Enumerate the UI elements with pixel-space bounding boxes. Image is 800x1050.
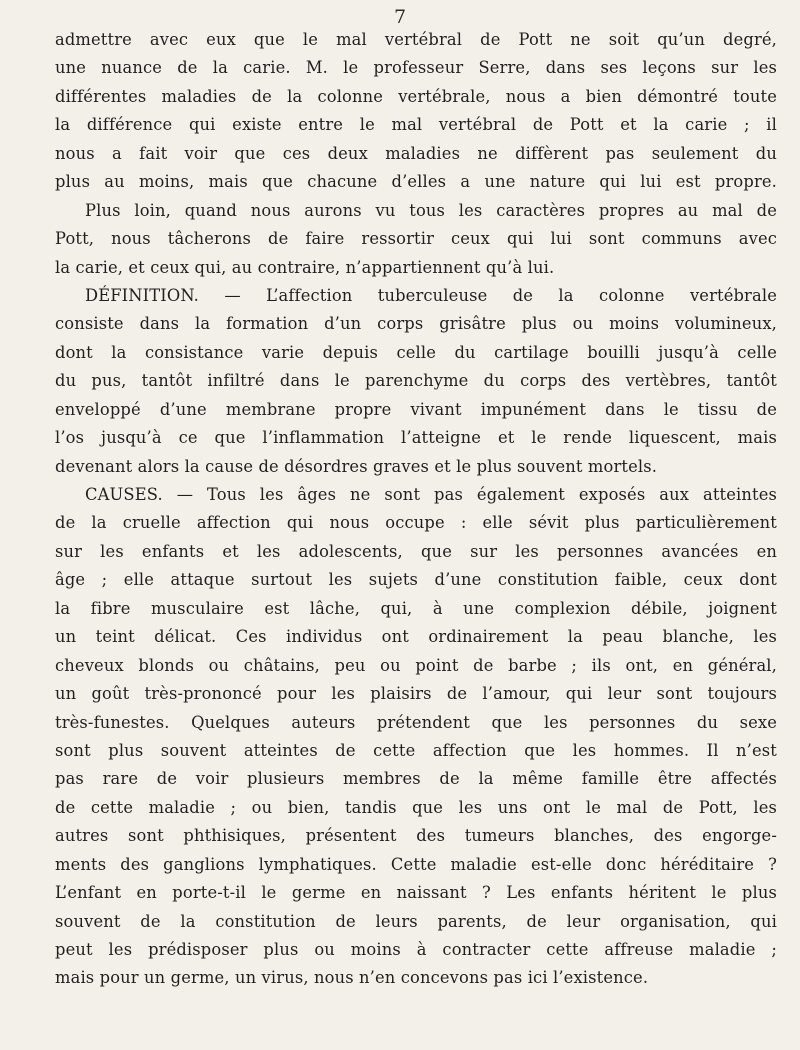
text-line: autres sont phthisiques, présentent des tumeurs blanches, des engorge- <box>55 826 777 846</box>
text-line: du pus, tantôt infiltré dans le parenchyme du corps des vertèbres, tantôt <box>55 371 777 391</box>
text-line: de cette maladie ; ou bien, tandis que les uns ont le mal de Pott, les <box>55 797 777 817</box>
text-line: Plus loin, quand nous aurons vu tous les caractères propres au mal de <box>85 200 777 220</box>
text-line: la différence qui existe entre le mal vertébral de Pott et la carie ; il <box>55 115 777 135</box>
text-line: dont la consistance varie depuis celle du cartilage bouilli jusqu’à celle <box>55 342 777 362</box>
text-line: admettre avec eux que le mal vertébral de Pott ne soit qu’un degré, <box>55 30 777 49</box>
text-line: L’enfant en porte-t-il le germe en naissant ? Les enfants héritent le plus <box>55 883 777 903</box>
text-line: sont plus souvent atteintes de cette affection que les hommes. Il n’est <box>55 740 777 760</box>
text-line: la carie, et ceux qui, au contraire, n’appartiennent qu’à lui. <box>55 257 555 277</box>
text-line: mais pour un germe, un virus, nous n’en concevons pas ici l’existence. <box>55 968 649 988</box>
page-number: 7 <box>393 6 407 28</box>
text-line: nous a fait voir que ces deux maladies ne diffèrent pas seulement du <box>55 143 777 163</box>
text-line: pas rare de voir plusieurs membres de la même famille être affectés <box>55 769 777 789</box>
text-line: devenant alors la cause de désordres graves et le plus souvent mortels. <box>55 456 658 476</box>
text-line: enveloppé d’une membrane propre vivant impunément dans le tissu de <box>55 399 777 419</box>
text-line: peut les prédisposer plus ou moins à contracter cette affreuse maladie ; <box>55 940 777 959</box>
text-line: la fibre musculaire est lâche, qui, à une complexion débile, joignent <box>55 598 777 618</box>
text-line: ments des ganglions lymphatiques. Cette maladie est-elle donc héréditaire ? <box>55 854 777 874</box>
text-line: consiste dans la formation d’un corps grisâtre plus ou moins volumineux, <box>55 314 777 334</box>
text-line: une nuance de la carie. M. le professeur Serre, dans ses leçons sur les <box>55 58 777 78</box>
text-line: un goût très-prononcé pour les plaisirs de l’amour, qui leur sont toujours <box>55 684 777 704</box>
text-line: plus au moins, mais que chacune d’elles a une nature qui lui est propre. <box>55 172 777 192</box>
text-line: âge ; elle attaque surtout les sujets d’une constitution faible, ceux dont <box>55 570 777 590</box>
body-text <box>55 26 777 993</box>
text-line: sur les enfants et les adolescents, que sur les personnes avancées en <box>55 541 777 561</box>
causes-heading-line: CAUSES. — Tous les âges ne sont pas également exposés aux atteintes <box>85 485 777 504</box>
text-line: souvent de la constitution de leurs parents, de leur organisation, qui <box>55 911 777 931</box>
definition-heading-line: DÉFINITION. — L’affection tuberculeuse de la colonne vertébrale <box>85 285 777 305</box>
text-line: cheveux blonds ou châtains, peu ou point de barbe ; ils ont, en général, <box>55 655 777 675</box>
text-line: très-funestes. Quelques auteurs prétendent que les personnes du sexe <box>55 712 777 732</box>
text-line: l’os jusqu’à ce que l’inflammation l’atteigne et le rende liquescent, mais <box>55 428 777 448</box>
text-line: de la cruelle affection qui nous occupe : elle sévit plus particulièrement <box>55 513 777 533</box>
text-line: différentes maladies de la colonne vertébrale, nous a bien démontré toute <box>55 86 777 106</box>
text-line: Pott, nous tâcherons de faire ressortir ceux qui lui sont communs avec <box>55 229 777 249</box>
text-line: un teint délicat. Ces individus ont ordinairement la peau blanche, les <box>55 627 777 647</box>
